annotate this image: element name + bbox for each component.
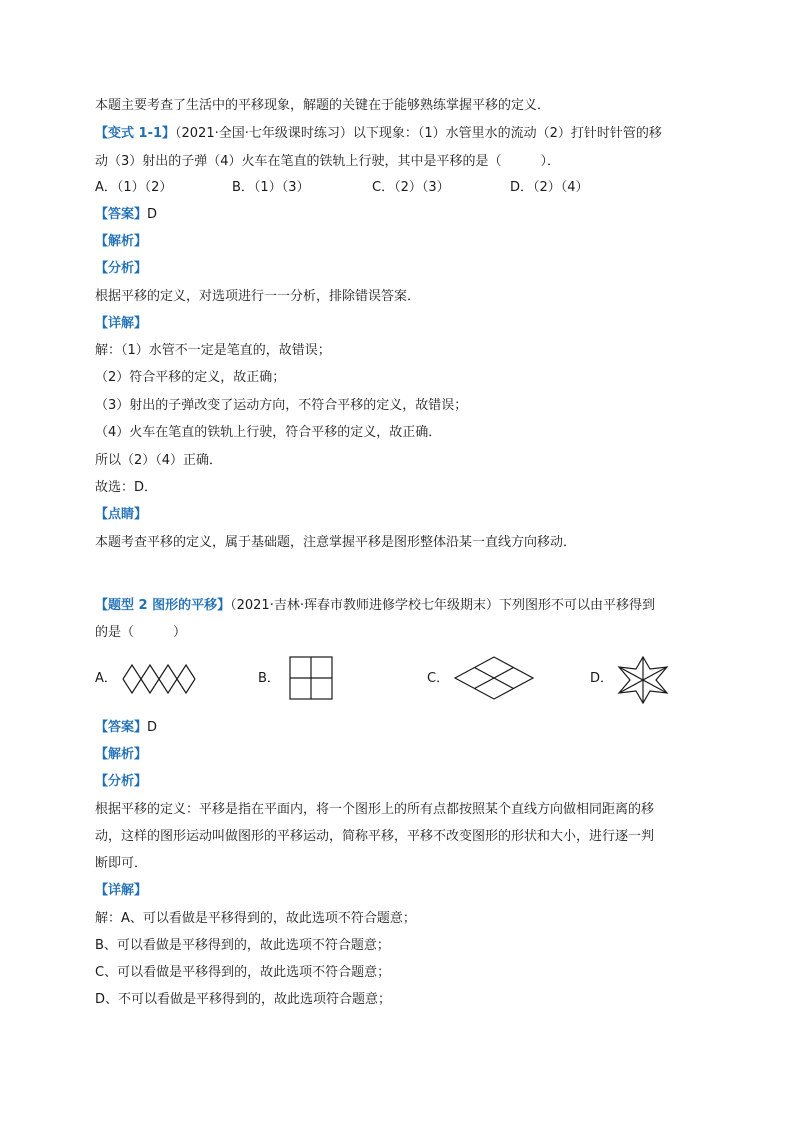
detail-line-2: D、不可以看做是平移得到的，故此选项符合题意； bbox=[95, 992, 392, 1007]
detail-line: （3）射出的子弹改变了运动方向，不符合平移的定义，故错误； bbox=[95, 398, 468, 413]
question-2-continued: 的是（ ） bbox=[95, 625, 187, 640]
fenxi-tag-2: 【分析】 bbox=[95, 774, 148, 789]
option-a: A．（1）（2） bbox=[95, 180, 173, 195]
analysis-tag: 【解析】 bbox=[95, 234, 148, 249]
figure-option-a bbox=[95, 655, 205, 705]
zigzag-diamonds-icon bbox=[121, 655, 197, 705]
detail-line-2: 解：A、可以看做是平移得到的，故此选项不符合题意； bbox=[95, 911, 416, 926]
question-2-text: （2021·吉林·珲春市教师进修学校七年级期末）下列图形不可以由平移得到 bbox=[230, 598, 655, 613]
fenxi-text: 根据平移的定义，对选项进行一一分析，排除错误答案． bbox=[95, 289, 421, 304]
square-grid-icon bbox=[288, 655, 334, 705]
fenxi-line: 根据平移的定义：平移是指在平面内，将一个图形上的所有点都按照某个直线方向做相同距离的移 bbox=[95, 802, 655, 817]
variant-question bbox=[95, 124, 662, 144]
figure-label-d: D． bbox=[590, 671, 614, 686]
rhombus-quad-icon bbox=[453, 655, 535, 705]
answer-line bbox=[95, 205, 157, 225]
variant-text: （2021·全国·七年级课时练习）以下现象：（1）水管里水的流动（2）打针时针管的移 bbox=[175, 126, 662, 141]
figure-option-b bbox=[258, 655, 348, 705]
detail-line: （4）火车在笔直的铁轨上行驶，符合平移的定义，故正确． bbox=[95, 425, 442, 440]
option-d: D．（2）（4） bbox=[510, 180, 589, 195]
summary-text: 本题主要考查了生活中的平移现象，解题的关键在于能够熟练掌握平移的定义． bbox=[95, 98, 551, 113]
fenxi-line: 断即可． bbox=[95, 856, 148, 871]
figure-label-a: A． bbox=[95, 671, 117, 686]
detail-tag-2: 【详解】 bbox=[95, 883, 148, 898]
detail-line-2: B、可以看做是平移得到的，故此选项不符合题意； bbox=[95, 938, 390, 953]
figure-option-c bbox=[427, 655, 547, 705]
variant-tag: 【变式 1-1】 bbox=[95, 126, 176, 141]
variant-text-continued: 动（3）射出的子弹（4）火车在笔直的铁轨上行驶，其中是平移的是（ ）． bbox=[95, 154, 561, 169]
figure-options bbox=[95, 655, 715, 705]
figure-label-c: C． bbox=[427, 671, 450, 686]
detail-line: 解：（1）水管不一定是笔直的，故错误； bbox=[95, 343, 331, 358]
option-c: C．（2）（3） bbox=[372, 180, 450, 195]
detail-line-2: C、可以看做是平移得到的，故此选项不符合题意； bbox=[95, 965, 391, 980]
answer-value-2: D bbox=[147, 720, 158, 735]
detail-line: 故选：D． bbox=[95, 480, 158, 495]
detail-line: （2）符合平移的定义，故正确； bbox=[95, 370, 286, 385]
figure-label-b: B． bbox=[258, 671, 280, 686]
dianjing-text: 本题考查平移的定义，属于基础题，注意掌握平移是图形整体沿某一直线方向移动． bbox=[95, 535, 577, 550]
question-2 bbox=[95, 596, 655, 616]
answer-value: D bbox=[147, 207, 158, 222]
detail-tag: 【详解】 bbox=[95, 316, 148, 331]
answer-line-2 bbox=[95, 718, 157, 738]
dianjing-tag: 【点睛】 bbox=[95, 507, 148, 522]
figure-option-d bbox=[590, 655, 690, 705]
question-type-tag: 【题型 2 图形的平移】 bbox=[95, 598, 231, 613]
answer-tag: 【答案】 bbox=[95, 207, 148, 222]
analysis-tag-2: 【解析】 bbox=[95, 747, 148, 762]
answer-tag-2: 【答案】 bbox=[95, 720, 148, 735]
six-point-star-icon bbox=[614, 655, 672, 705]
fenxi-tag: 【分析】 bbox=[95, 261, 148, 276]
detail-line: 所以（2）（4）正确． bbox=[95, 453, 223, 468]
option-b: B．（1）（3） bbox=[232, 180, 310, 195]
fenxi-line: 动，这样的图形运动叫做图形的平移运动，简称平移，平移不改变图形的形状和大小，进行逐一判 bbox=[95, 829, 655, 844]
